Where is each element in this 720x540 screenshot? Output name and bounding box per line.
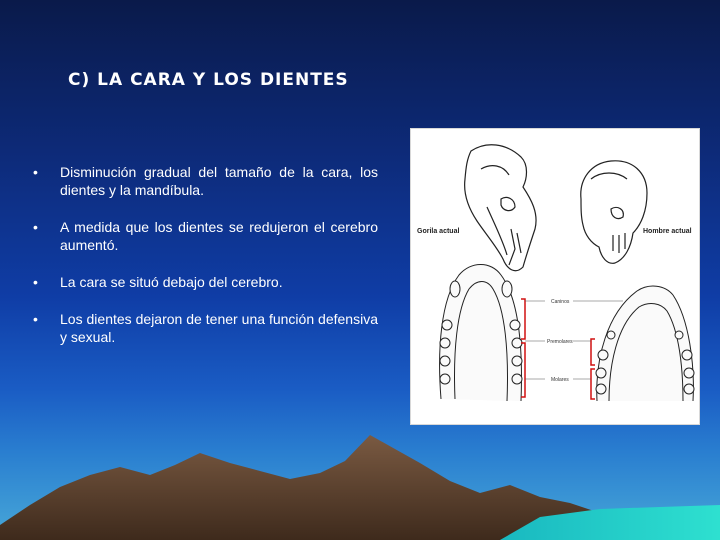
mountain-landscape [0, 405, 720, 540]
label-caninos: Caninos [551, 299, 570, 305]
skull-jaw-illustration [411, 129, 699, 424]
label-premolares: Premolares [547, 339, 573, 345]
bullet-item [28, 273, 378, 291]
bullet-marker: • [33, 274, 38, 290]
label-human: Hombre actual [643, 228, 692, 235]
skull-comparison-figure [410, 128, 700, 425]
gorilla-skull-drawing [465, 145, 536, 271]
bullet-list [28, 163, 378, 346]
bullet-item [28, 310, 378, 346]
human-skull-drawing [581, 161, 647, 263]
bullet-text: Disminución gradual del tamaño de la cara, los dientes y la mandíbula. [60, 164, 378, 198]
bullet-item [28, 163, 378, 199]
slide-title: C) LA CARA Y LOS DIENTES [68, 70, 349, 90]
gorilla-jaw-drawing [440, 265, 522, 402]
bullet-marker: • [33, 164, 38, 180]
label-molares: Molares [551, 377, 569, 383]
bullet-text: Los dientes dejaron de tener una función defensiva y sexual. [60, 311, 378, 345]
bullet-text: La cara se situó debajo del cerebro. [60, 274, 283, 290]
bullet-marker: • [33, 311, 38, 327]
bullet-text: A medida que los dientes se redujeron el cerebro aumentó. [60, 219, 378, 253]
tooth-highlight-brackets [521, 299, 595, 399]
bullet-item [28, 218, 378, 254]
bullet-marker: • [33, 219, 38, 235]
human-jaw-drawing [596, 286, 694, 401]
label-gorilla: Gorila actual [417, 228, 460, 235]
